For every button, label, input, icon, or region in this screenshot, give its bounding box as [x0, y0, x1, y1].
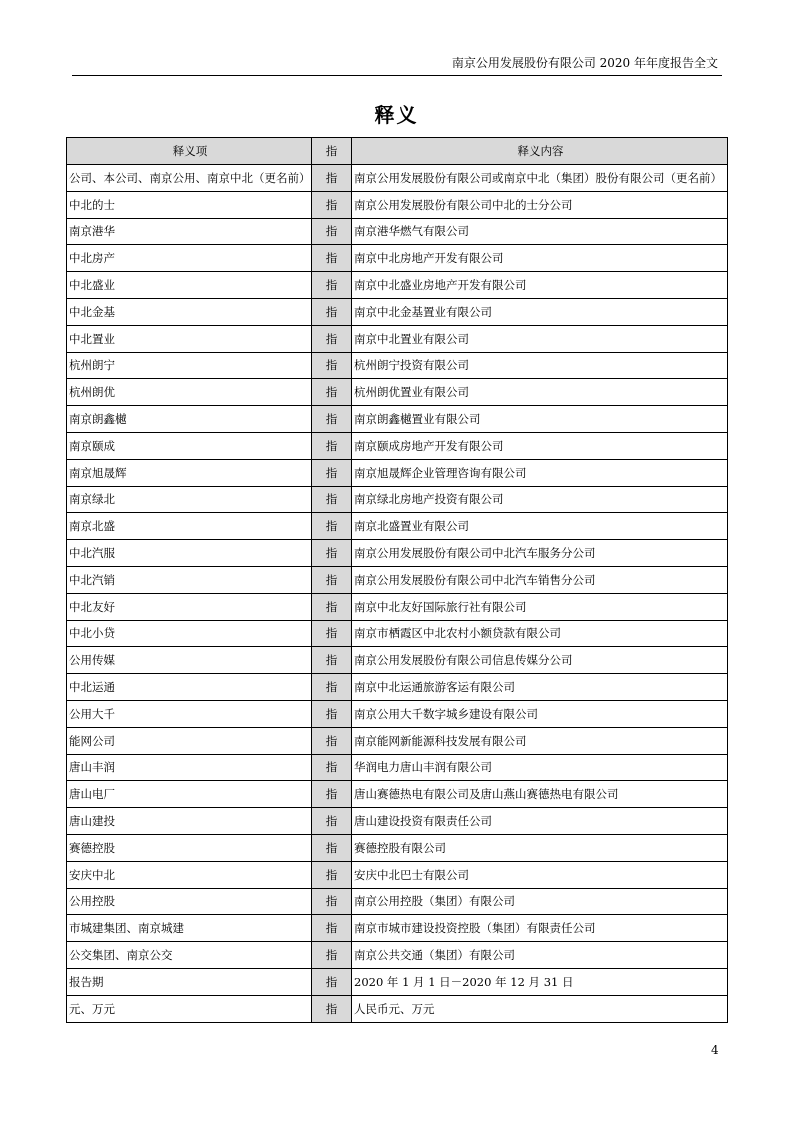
ref-cell: 指 — [312, 566, 352, 593]
table-row — [67, 432, 728, 459]
definition-cell: 南京中北运通旅游客运有限公司 — [352, 674, 728, 701]
ref-cell: 指 — [312, 379, 352, 406]
term-cell: 中北友好 — [67, 593, 312, 620]
term-cell: 唐山建投 — [67, 808, 312, 835]
term-cell: 杭州朗优 — [67, 379, 312, 406]
definitions-table — [66, 137, 728, 1023]
table-row — [67, 754, 728, 781]
definition-cell: 南京公用发展股份有限公司中北汽车销售分公司 — [352, 566, 728, 593]
definition-cell: 南京朗鑫樾置业有限公司 — [352, 406, 728, 433]
term-cell: 南京颐成 — [67, 432, 312, 459]
definition-cell: 南京中北金基置业有限公司 — [352, 298, 728, 325]
ref-cell: 指 — [312, 459, 352, 486]
table-row — [67, 298, 728, 325]
definition-cell: 南京颐成房地产开发有限公司 — [352, 432, 728, 459]
definition-cell: 南京中北置业有限公司 — [352, 325, 728, 352]
table-row — [67, 165, 728, 192]
table-row — [67, 272, 728, 299]
definition-cell: 南京公用发展股份有限公司中北的士分公司 — [352, 191, 728, 218]
definition-cell: 杭州朗宁投资有限公司 — [352, 352, 728, 379]
term-cell: 中北房产 — [67, 245, 312, 272]
table-row — [67, 486, 728, 513]
ref-cell: 指 — [312, 620, 352, 647]
definition-cell: 安庆中北巴士有限公司 — [352, 861, 728, 888]
definition-cell: 人民币元、万元 — [352, 995, 728, 1022]
definition-cell: 南京中北房地产开发有限公司 — [352, 245, 728, 272]
term-cell: 能网公司 — [67, 727, 312, 754]
table-row — [67, 406, 728, 433]
definition-cell: 唐山赛德热电有限公司及唐山燕山赛德热电有限公司 — [352, 781, 728, 808]
table-row — [67, 325, 728, 352]
table-row — [67, 191, 728, 218]
table-row — [67, 700, 728, 727]
table-row — [67, 379, 728, 406]
header-rule — [72, 75, 722, 76]
definition-cell: 南京旭晟辉企业管理咨询有限公司 — [352, 459, 728, 486]
term-cell: 中北的士 — [67, 191, 312, 218]
table-row — [67, 566, 728, 593]
table-row — [67, 808, 728, 835]
table-row — [67, 781, 728, 808]
table-row — [67, 459, 728, 486]
table-row — [67, 540, 728, 567]
ref-cell: 指 — [312, 191, 352, 218]
page-title: 释义 — [374, 103, 419, 127]
definition-cell: 南京港华燃气有限公司 — [352, 218, 728, 245]
table-row — [67, 245, 728, 272]
table-row — [67, 834, 728, 861]
term-cell: 安庆中北 — [67, 861, 312, 888]
definition-cell: 南京公共交通（集团）有限公司 — [352, 942, 728, 969]
ref-cell: 指 — [312, 513, 352, 540]
definition-cell: 南京市栖霞区中北农村小额贷款有限公司 — [352, 620, 728, 647]
table-row — [67, 942, 728, 969]
ref-cell: 指 — [312, 674, 352, 701]
term-cell: 元、万元 — [67, 995, 312, 1022]
term-cell: 中北置业 — [67, 325, 312, 352]
ref-cell: 指 — [312, 700, 352, 727]
ref-cell: 指 — [312, 647, 352, 674]
ref-cell: 指 — [312, 942, 352, 969]
table-row — [67, 218, 728, 245]
term-cell: 唐山电厂 — [67, 781, 312, 808]
ref-cell: 指 — [312, 406, 352, 433]
definition-cell: 南京公用发展股份有限公司或南京中北（集团）股份有限公司（更名前） — [352, 165, 728, 192]
table-row — [67, 861, 728, 888]
ref-cell: 指 — [312, 540, 352, 567]
ref-cell: 指 — [312, 995, 352, 1022]
table-row — [67, 888, 728, 915]
definition-cell: 南京中北盛业房地产开发有限公司 — [352, 272, 728, 299]
term-cell: 中北汽服 — [67, 540, 312, 567]
table-row — [67, 674, 728, 701]
term-cell: 中北小贷 — [67, 620, 312, 647]
ref-cell: 指 — [312, 218, 352, 245]
term-cell: 公司、本公司、南京公用、南京中北（更名前） — [67, 165, 312, 192]
table-row — [67, 513, 728, 540]
ref-cell: 指 — [312, 968, 352, 995]
ref-cell: 指 — [312, 432, 352, 459]
table-row — [67, 727, 728, 754]
definition-cell: 南京市城市建设投资控股（集团）有限责任公司 — [352, 915, 728, 942]
ref-cell: 指 — [312, 834, 352, 861]
term-cell: 南京绿北 — [67, 486, 312, 513]
table-row — [67, 620, 728, 647]
term-cell: 杭州朗宁 — [67, 352, 312, 379]
table-header-row — [67, 138, 728, 165]
ref-cell: 指 — [312, 727, 352, 754]
term-cell: 南京北盛 — [67, 513, 312, 540]
ref-cell: 指 — [312, 593, 352, 620]
table-row — [67, 593, 728, 620]
page-number: 4 — [711, 1043, 719, 1057]
column-header-definition: 释义内容 — [352, 138, 728, 165]
ref-cell: 指 — [312, 915, 352, 942]
definition-cell: 南京公用发展股份有限公司信息传媒分公司 — [352, 647, 728, 674]
ref-cell: 指 — [312, 325, 352, 352]
term-cell: 中北金基 — [67, 298, 312, 325]
term-cell: 唐山丰润 — [67, 754, 312, 781]
running-header: 南京公用发展股份有限公司 2020 年年度报告全文 — [451, 56, 718, 70]
table-row — [67, 915, 728, 942]
ref-cell: 指 — [312, 352, 352, 379]
term-cell: 公用传媒 — [67, 647, 312, 674]
definition-cell: 南京公用控股（集团）有限公司 — [352, 888, 728, 915]
term-cell: 公用控股 — [67, 888, 312, 915]
table-row — [67, 995, 728, 1022]
table-row — [67, 352, 728, 379]
ref-cell: 指 — [312, 298, 352, 325]
definition-cell: 南京能网新能源科技发展有限公司 — [352, 727, 728, 754]
ref-cell: 指 — [312, 781, 352, 808]
definition-cell: 杭州朗优置业有限公司 — [352, 379, 728, 406]
ref-cell: 指 — [312, 486, 352, 513]
term-cell: 中北汽销 — [67, 566, 312, 593]
definition-cell: 2020 年 1 月 1 日－2020 年 12 月 31 日 — [352, 968, 728, 995]
term-cell: 赛德控股 — [67, 834, 312, 861]
definition-cell: 南京绿北房地产投资有限公司 — [352, 486, 728, 513]
ref-cell: 指 — [312, 861, 352, 888]
table-row — [67, 647, 728, 674]
term-cell: 公交集团、南京公交 — [67, 942, 312, 969]
ref-cell: 指 — [312, 888, 352, 915]
term-cell: 南京港华 — [67, 218, 312, 245]
term-cell: 南京旭晟辉 — [67, 459, 312, 486]
definition-cell: 南京公用大千数字城乡建设有限公司 — [352, 700, 728, 727]
ref-cell: 指 — [312, 245, 352, 272]
ref-cell: 指 — [312, 165, 352, 192]
term-cell: 公用大千 — [67, 700, 312, 727]
column-header-term: 释义项 — [67, 138, 312, 165]
definition-cell: 南京公用发展股份有限公司中北汽车服务分公司 — [352, 540, 728, 567]
column-header-ref: 指 — [312, 138, 352, 165]
term-cell: 中北盛业 — [67, 272, 312, 299]
definition-cell: 华润电力唐山丰润有限公司 — [352, 754, 728, 781]
term-cell: 中北运通 — [67, 674, 312, 701]
ref-cell: 指 — [312, 808, 352, 835]
term-cell: 南京朗鑫樾 — [67, 406, 312, 433]
definition-cell: 南京中北友好国际旅行社有限公司 — [352, 593, 728, 620]
ref-cell: 指 — [312, 754, 352, 781]
ref-cell: 指 — [312, 272, 352, 299]
definition-cell: 唐山建设投资有限责任公司 — [352, 808, 728, 835]
table-row — [67, 968, 728, 995]
term-cell: 市城建集团、南京城建 — [67, 915, 312, 942]
definition-cell: 南京北盛置业有限公司 — [352, 513, 728, 540]
table-body — [67, 165, 728, 1023]
definition-cell: 赛德控股有限公司 — [352, 834, 728, 861]
term-cell: 报告期 — [67, 968, 312, 995]
